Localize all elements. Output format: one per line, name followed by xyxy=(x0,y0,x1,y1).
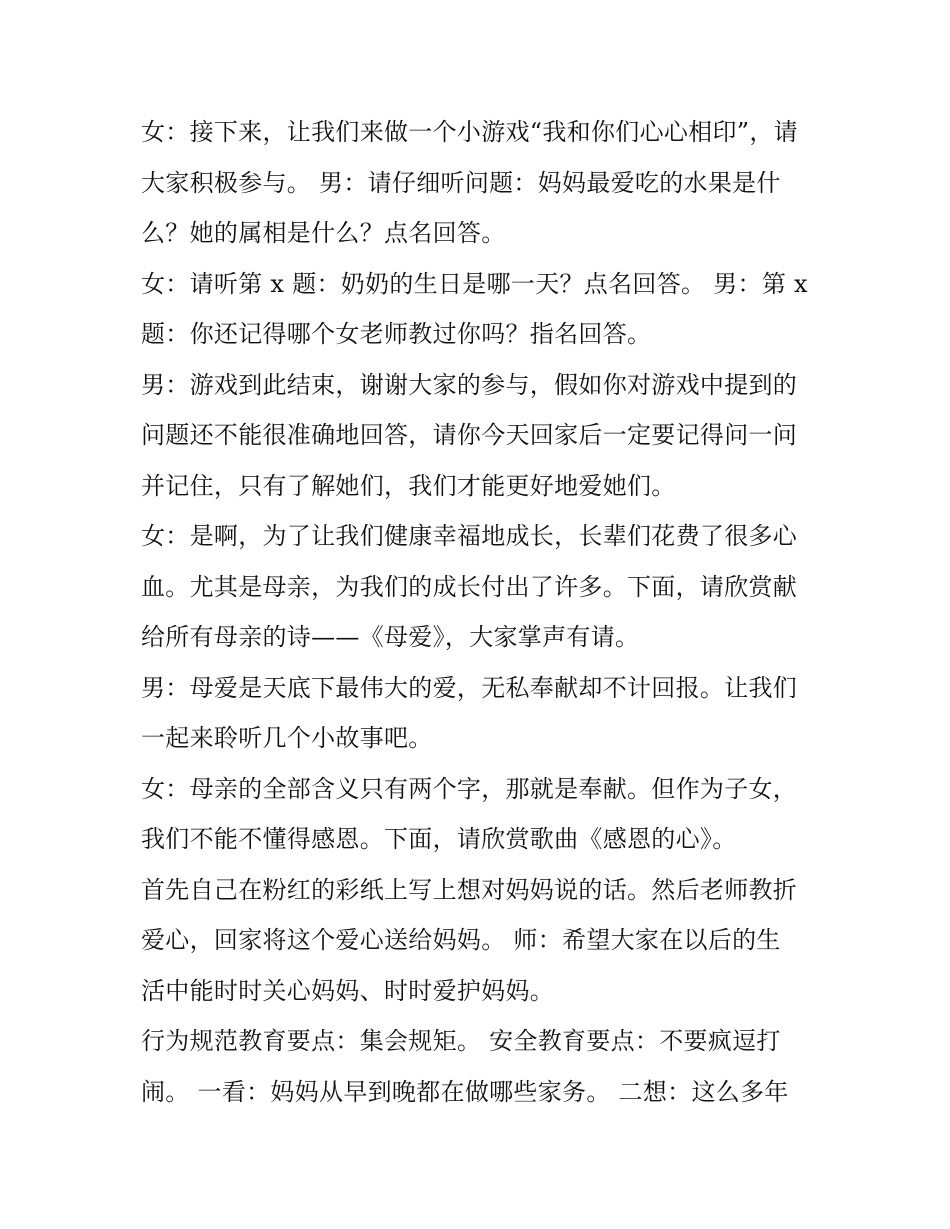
text-line: 行为规范教育要点：集会规矩。 安全教育要点：不要疯逗打 xyxy=(141,1027,781,1055)
text-line: 活中能时时关心妈妈、时时爱护妈妈。 xyxy=(141,976,555,1005)
text-line: 女：请听第 x 题：奶奶的生日是哪一天？点名回答。 男：第 x xyxy=(141,269,808,298)
text-line: 一起来聆听几个小故事吧。 xyxy=(141,724,433,752)
text-line: 我们不能不懂得感恩。下面，请欣赏歌曲《感恩的心》。 xyxy=(141,825,737,853)
text-line: 大家积极参与。 男：请仔细听问题：妈妈最爱吃的水果是什 xyxy=(141,168,781,197)
text-line: 爱心，回家将这个爱心送给妈妈。 师：希望大家在以后的生 xyxy=(141,926,781,954)
text-line: 男：母爱是天底下最伟大的爱，无私奉献却不计回报。让我们 xyxy=(141,673,798,702)
text-line: 么？她的属相是什么？点名回答。 xyxy=(141,219,506,247)
text-line: 血。尤其是母亲，为我们的成长付出了许多。下面，请欣赏献 xyxy=(141,572,798,601)
document-body xyxy=(141,107,816,1117)
text-line: 女：是啊，为了让我们健康幸福地成长，长辈们花费了很多心 xyxy=(141,522,798,550)
text-line: 题：你还记得哪个女老师教过你吗？指名回答。 xyxy=(141,320,652,348)
text-line: 闹。 一看：妈妈从早到晚都在做哪些家务。 二想：这么多年 xyxy=(141,1077,789,1106)
text-line: 并记住，只有了解她们，我们才能更好地爱她们。 xyxy=(141,471,676,500)
text-line: 给所有母亲的诗——《母爱》，大家掌声有请。 xyxy=(141,623,640,651)
text-line: 男：游戏到此结束，谢谢大家的参与，假如你对游戏中提到的 xyxy=(141,370,798,399)
text-line: 女：接下来，让我们来做一个小游戏“我和你们心心相印”，请 xyxy=(141,118,798,146)
text-line: 首先自己在粉红的彩纸上写上想对妈妈说的话。然后老师教折 xyxy=(141,875,798,904)
text-line: 女：母亲的全部含义只有两个字，那就是奉献。但作为子女， xyxy=(141,774,798,803)
text-line: 问题还不能很准确地回答，请你今天回家后一定要记得问一问 xyxy=(141,421,798,449)
